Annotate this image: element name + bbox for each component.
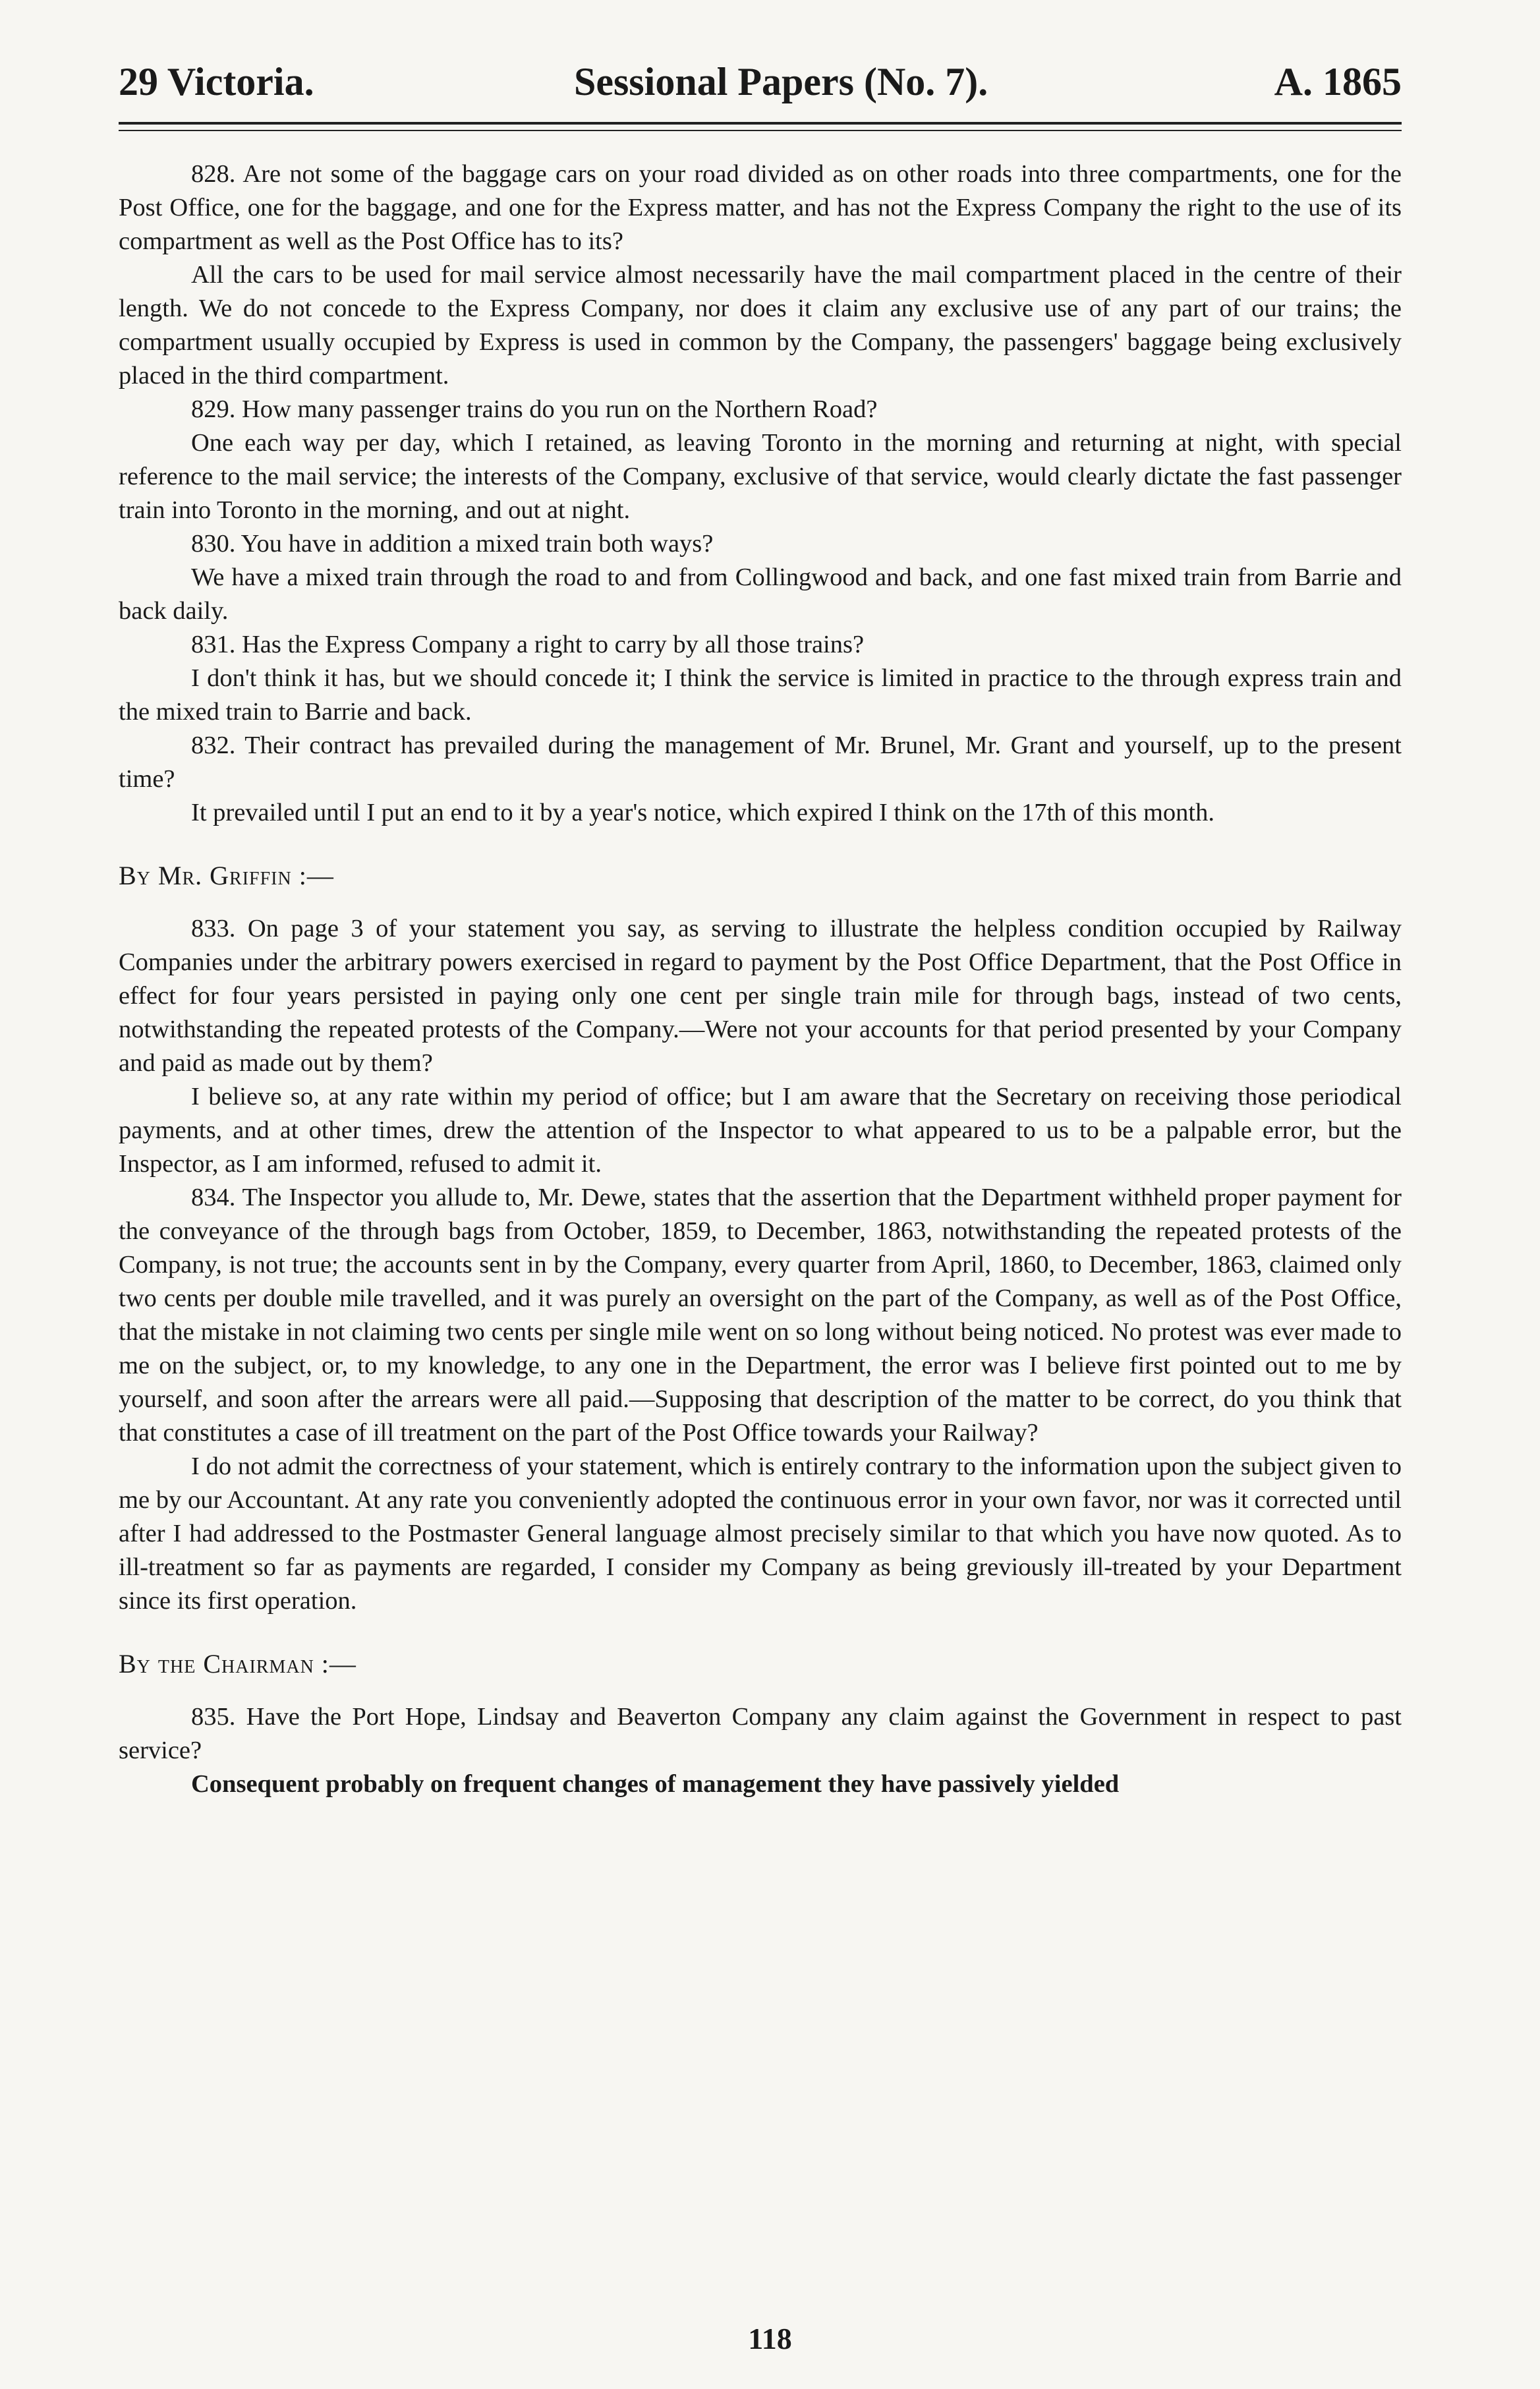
paragraph: 828. Are not some of the baggage cars on your road divided as on other roads into three compartments, one for the Post Office, one for the baggage, and one for the Express matter, and has not the Express Company the right to the use of its compartment as well as the Post Office has to its?: [119, 160, 1402, 255]
paragraph: 832. Their contract has prevailed during the management of Mr. Brunel, Mr. Grant and yourself, up to the present time?: [119, 732, 1402, 793]
paragraph: We have a mixed train through the road to and from Collingwood and back, and one fast mixed train from Barrie and back daily.: [119, 563, 1402, 625]
paragraph: I believe so, at any rate within my period of office; but I am aware that the Secretary on receiving those periodical payments, and at other times, drew the attention of the Inspector to what appeared to us to be a palpable error, but the Inspector, as I am informed, refused to admit it.: [119, 1083, 1402, 1178]
paragraph: I don't think it has, but we should concede it; I think the service is limited in practice to the through express train and the mixed train to Barrie and back.: [119, 664, 1402, 726]
paragraph: One each way per day, which I retained, as leaving Toronto in the morning and returning at night, with special reference to the mail service; the interests of the Company, exclusive of that service, would clearly dictate the fast passenger train into Toronto in the morning, and out at night.: [119, 429, 1402, 524]
paragraph: 830. You have in addition a mixed train both ways?: [191, 530, 714, 558]
header-title: Sessional Papers (No. 7).: [573, 60, 988, 103]
header-rule-thin: [119, 130, 1402, 131]
section-heading: By Mr. Griffin :—: [119, 861, 334, 890]
header-rule-thick: [119, 122, 1402, 125]
paragraph-continued: Consequent probably on frequent changes of management they have passively yielded: [191, 1770, 1120, 1798]
paragraph: 835. Have the Port Hope, Lindsay and Beaverton Company any claim against the Government in respect to past service?: [119, 1703, 1402, 1764]
body-text: [119, 158, 1402, 1801]
running-header: [119, 59, 1402, 105]
paragraph: It prevailed until I put an end to it by a year's notice, which expired I think on the 17th of this month.: [191, 799, 1215, 826]
paragraph: 834. The Inspector you allude to, Mr. Dewe, states that the assertion that the Department withheld proper payment for the conveyance of the through bags from October, 1859, to December, 1863, notwithstanding the repeated protests of the Company, is not true; the accounts sent in by the Company, every quarter from April, 1860, to December, 1863, claimed only two cents per double mile travelled, and it was purely an oversight on the part of the Company, as well as of the Post Office, that the mistake in not claiming two cents per single mile went on so long without being noticed. No protest was ever made to me on the subject, or, to my knowledge, to any one in the Department, the error was I believe first pointed out to me by yourself, and soon after the arrears were all paid.—Supposing that description of the matter to be correct, do you think that that constitutes a case of ill treatment on the part of the Post Office towards your Railway?: [119, 1184, 1402, 1447]
section-heading: By the Chairman :—: [119, 1649, 356, 1679]
paragraph: 831. Has the Express Company a right to carry by all those trains?: [191, 631, 865, 658]
paragraph: All the cars to be used for mail service almost necessarily have the mail compartment placed in the centre of their length. We do not concede to the Express Company, nor does it claim any exclusive use of any part of our trains; the compartment usually occupied by Express is used in common by the Company, the passengers' baggage being exclusively placed in the third compartment.: [119, 261, 1402, 389]
page-number: 118: [748, 2322, 792, 2355]
paragraph: I do not admit the correctness of your statement, which is entirely contrary to the information upon the subject given to me by our Accountant. At any rate you conveniently adopted the continuous error in your own favor, nor was it corrected until after I had addressed to the Postmaster General language almost precisely similar to that which you have now quoted. As to ill-treatment so far as payments are regarded, I consider my Company as being greviously ill-treated by your Department since its first operation.: [119, 1453, 1402, 1615]
paragraph: 833. On page 3 of your statement you say, as serving to illustrate the helpless condition occupied by Railway Companies under the arbitrary powers exercised in regard to payment by the Post Office Department, that the Post Office in effect for four years persisted in paying only one cent per single train mile for through bags, instead of two cents, notwithstanding the repeated protests of the Company.—Were not your accounts for that period presented by your Company and paid as made out by them?: [119, 915, 1402, 1077]
header-volume: 29 Victoria.: [119, 60, 314, 103]
header-year: A. 1865: [1274, 60, 1402, 103]
paragraph: 829. How many passenger trains do you run on the Northern Road?: [191, 395, 878, 423]
